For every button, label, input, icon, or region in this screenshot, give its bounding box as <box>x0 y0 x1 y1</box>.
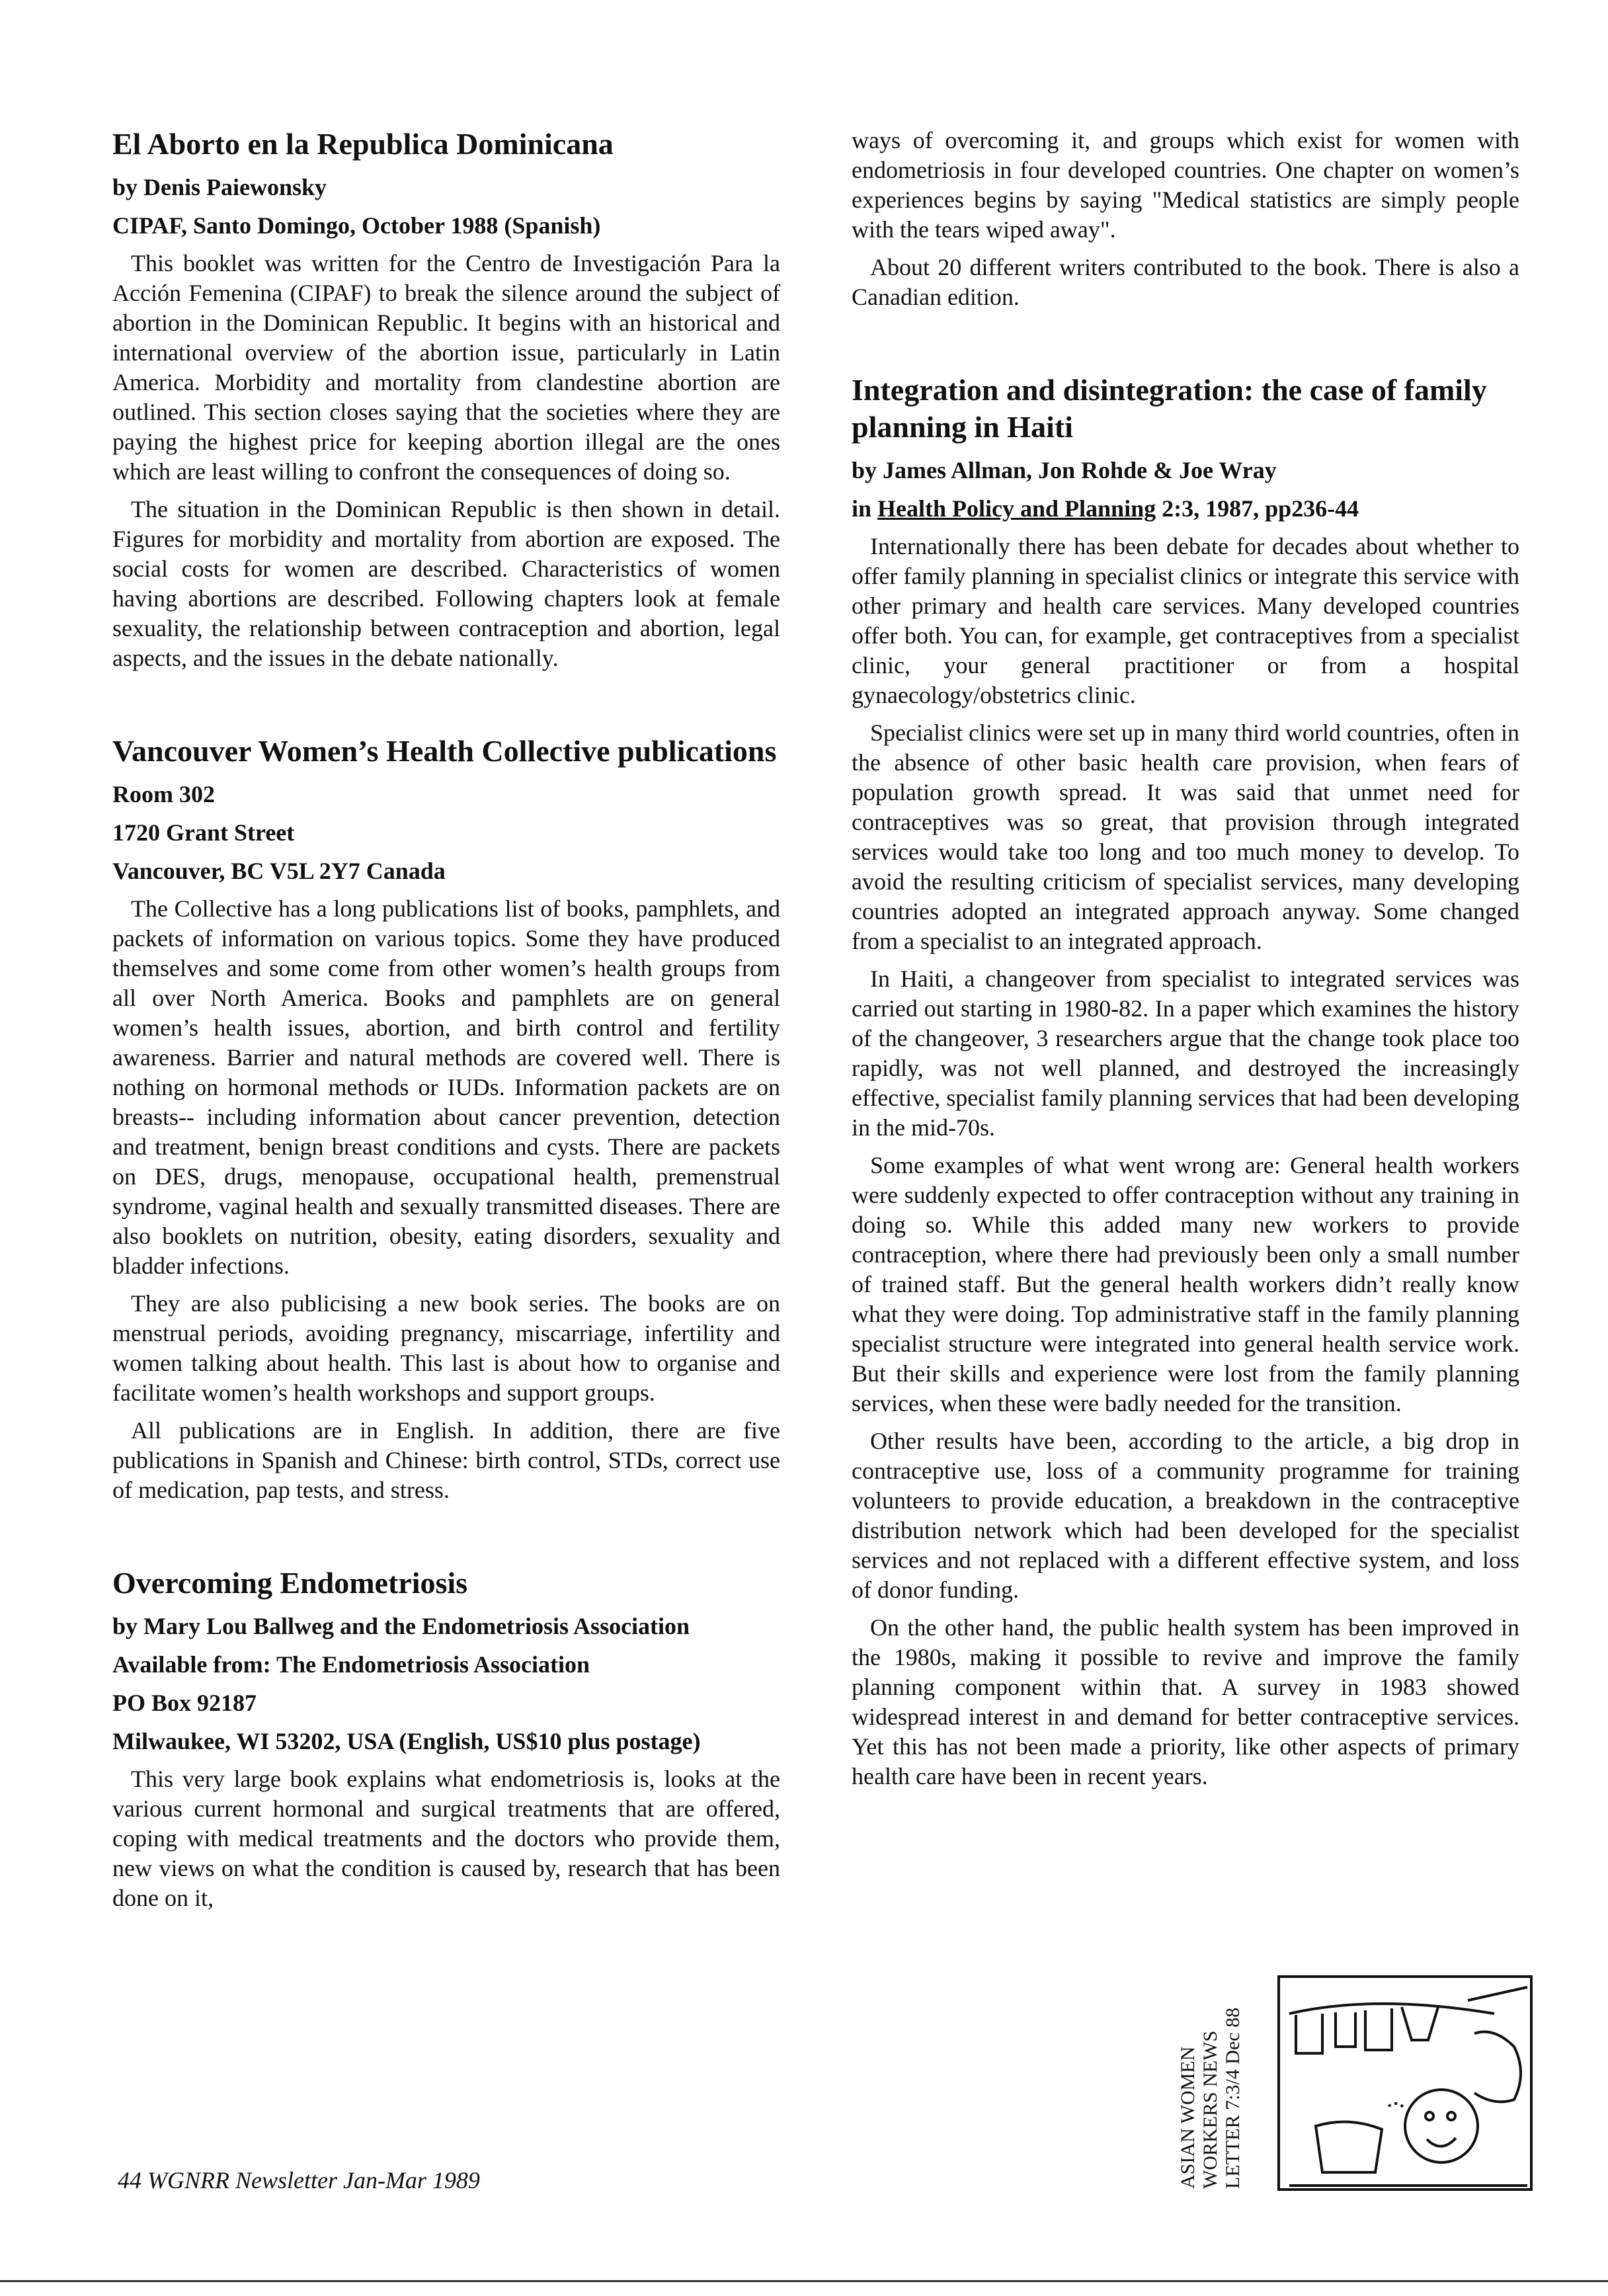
basin <box>1316 2122 1382 2172</box>
address-line: Room 302 <box>112 781 215 807</box>
address-line: PO Box 92187 <box>112 1690 257 1716</box>
paragraph: Internationally there has been debate for decades about whether to offer family planning in specialist clinics or integrate this service with other primary and health care services. Many developed countries offer both. You can, for example, get contraceptives from a specialist clinic, your general practitioner or from a hospital gynaecology/obstetrics clinic. <box>852 533 1519 708</box>
paragraph: Other results have been, according to the article, a big drop in contraceptive use, loss of a community programme for training volunteers to provide education, a breakdown in the contraceptive distribution network which had been developed for the specialist services and not replaced with a different effective system, and loss of donor funding. <box>852 1428 1519 1603</box>
address-line: Vancouver, BC V5L 2Y7 Canada <box>112 858 446 884</box>
arm <box>1468 1987 1527 2000</box>
credit-text <box>1177 1977 1276 2189</box>
paragraph: The situation in the Dominican Republic is then shown in detail. Figures for morbidity and mortality from abortion are exposed. The social costs for women are described. Characteristics of women having abortions are described. Following chapters look at female sexuality, the relationship between contraception and abortion, legal aspects, and the issues in the debate nationally. <box>112 496 780 671</box>
credit-line: ASIAN WOMEN <box>1177 2046 1199 2189</box>
page-footer: 44 WGNRR Newsletter Jan-Mar 1989 <box>118 2167 480 2194</box>
hanging-cloth <box>1336 2012 1355 2047</box>
paragraph: This booklet was written for the Centro de Investigación Para la Acción Femenina (CIPAF) to break the silence around the subject of abortion in the Dominican Republic. It begins with an historical and international overview of the abortion issue, particularly in Latin America. Morbidity and mortality from clandestine abortion are outlined. This section closes saying that the societies where they are paying the highest price for keeping abortion illegal are the ones which are least willing to confront the consequences of doing so. <box>112 250 780 485</box>
paragraph: All publications are in English. In addition, there are five publications in Spanish and Chinese: birth control, STDs, correct use of medication, pap tests, and stress. <box>112 1417 780 1503</box>
journal-title: Health Policy and Planning <box>877 495 1156 522</box>
paragraph: Specialist clinics were set up in many third world countries, often in the absence of other basic health care provision, when fears of population growth spread. It was said that unmet need for contraceptives was so great, that provision through integrated services would take too long and too much money to develop. To avoid the resulting criticism of specialist services, many developing countries adopted an integrated approach anyway. Some changed from a specialist to an integrated approach. <box>852 719 1519 954</box>
paragraph: On the other hand, the public health system has been improved in the 1980s, making it possible to revive and improve the family planning component within that. A survey in 1983 showed widespread interest in and demand for better contraceptive services. Yet this has not been made a priority, like other aspects of primary health care have been in recent years. <box>852 1614 1519 1789</box>
credit-line: LETTER 7:3/4 Dec 88 <box>1222 2007 1244 2189</box>
credit-line: WORKERS NEWS <box>1199 2030 1221 2189</box>
article-author: by James Allman, Jon Rohde & Joe Wray <box>852 457 1277 483</box>
availability: Available from: The Endometriosis Association <box>112 1651 590 1678</box>
source-suffix: 2:3, 1987, pp236-44 <box>1156 495 1359 522</box>
hanging-towel <box>1365 2008 1392 2050</box>
paragraph: The Collective has a long publications list of books, pamphlets, and packets of information on various topics. Some they have produced themselves and some come from other women’s health groups from all over North America. Books and pamphlets are on general women’s health issues, abortion, and birth control and fertility awareness. Barrier and natural methods are covered well. There is nothing on hormonal methods or IUDs. Information packets are on breasts-- including information about cancer prevention, detection and treatment, benign breast conditions and cysts. There are packets on DES, drugs, menopause, occupational health, premenstrual syndrome, vaginal health and sexually transmitted diseases. There are also booklets on nutrition, obesity, eating disorders, sexuality and bladder infections. <box>112 895 780 1279</box>
article-source <box>852 493 1519 524</box>
hanging-shirt <box>1296 2014 1322 2053</box>
article-aborto <box>112 126 780 673</box>
article-title: Overcoming Endometriosis <box>112 1566 468 1600</box>
article-publisher: CIPAF, Santo Domingo, October 1988 (Spanish) <box>112 212 601 239</box>
article-vancouver <box>112 733 780 1505</box>
paragraph: ways of overcoming it, and groups which exist for women with endometriosis in four developed countries. One chapter on women’s experiences begins by saying "Medical statistics are simply people with the tears wiped away". <box>852 127 1519 243</box>
address-line: 1720 Grant Street <box>112 819 295 846</box>
woman-head <box>1474 2032 1521 2102</box>
address-line: Milwaukee, WI 53202, USA (English, US$10 plus postage) <box>112 1728 701 1754</box>
cartoon-illustration <box>1276 1974 1534 2192</box>
article-endometriosis <box>112 1565 780 1913</box>
paragraph: About 20 different writers contributed to the book. There is also a Canadian edition. <box>852 254 1519 310</box>
face-circle <box>1405 2090 1478 2162</box>
hanging-dress <box>1402 2007 1438 2040</box>
paragraph: Some examples of what went wrong are: General health workers were suddenly expected to offer contraception without any training in doing so. While this added many new workers to provide contraception, where there had previously been only a small number of trained staff. But the general health workers didn’t really know what they were doing. Top administrative staff in the family planning specialist structure were integrated into general health service work. But their skills and experience were lost from the family planning services, when these were badly needed for the transition. <box>852 1152 1519 1416</box>
source-prefix: in <box>852 495 878 522</box>
left-column <box>112 126 780 1946</box>
right-column <box>852 126 1519 1824</box>
article-author: by Mary Lou Ballweg and the Endometriosis Association <box>112 1613 690 1639</box>
paragraph: They are also publicising a new book series. The books are on menstrual periods, avoiding pregnancy, miscarriage, infertility and women talking about health. This last is about how to organise and facilitate women’s health workshops and support groups. <box>112 1290 780 1406</box>
paragraph: This very large book explains what endometriosis is, looks at the various current hormonal and surgical treatments that are offered, coping with medical treatments and the doctors who provide them, new views on what the condition is caused by, research that has been done on it, <box>112 1766 780 1911</box>
article-haiti <box>852 372 1519 1791</box>
article-author: by Denis Paiewonsky <box>112 174 327 200</box>
article-endometriosis-continued <box>852 126 1519 312</box>
illustration-credit <box>1177 1977 1276 2189</box>
article-title: Vancouver Women’s Health Collective publications <box>112 734 777 768</box>
article-title: El Aborto en la Republica Dominicana <box>112 127 614 161</box>
bottom-rule <box>0 2280 1608 2282</box>
article-title: Integration and disintegration: the case of family planning in Haiti <box>852 373 1487 444</box>
paragraph: In Haiti, a changeover from specialist to integrated services was carried out starting in 1980-82. In a paper which examines the history of the changeover, 3 researchers argue that the change took place too rapidly, was not well planned, and destroyed the increasingly effective, specialist family planning services that had been developing in the mid-70s. <box>852 965 1519 1141</box>
